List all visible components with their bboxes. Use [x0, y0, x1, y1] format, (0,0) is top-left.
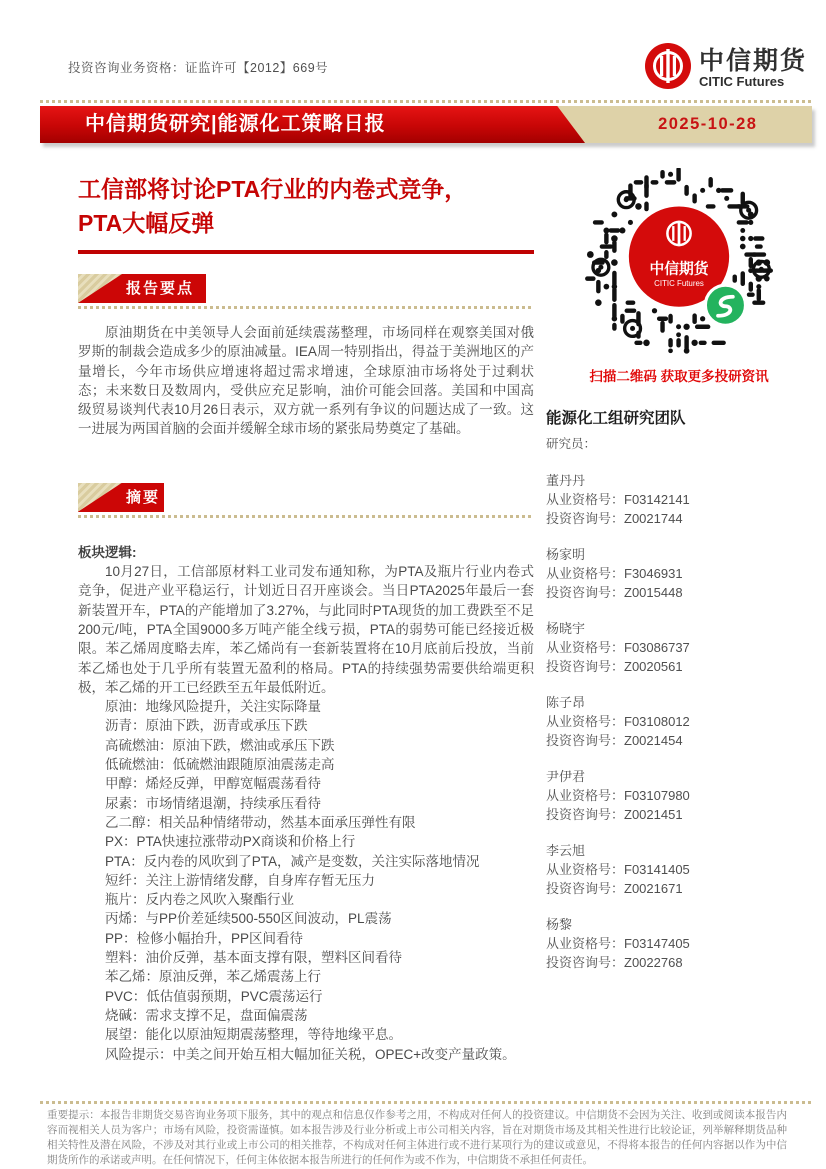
report-title	[78, 172, 534, 240]
list-item: 瓶片：反内卷之风吹入聚酯行业	[105, 892, 294, 908]
badge-corner-decoration	[78, 483, 122, 512]
wechat-icon	[705, 285, 745, 325]
researcher-name: 尹伊君	[546, 769, 586, 784]
researcher-card	[546, 841, 812, 898]
list-item: 乙二醇：相关品种情绪带动，然基本面承压弹性有限	[105, 814, 416, 830]
researcher-card	[546, 915, 812, 972]
commodity-outlook-list	[105, 697, 534, 1064]
researcher-name: 李云旭	[546, 843, 586, 858]
researcher-qualification: 从业资格号：F03147405	[546, 936, 690, 951]
list-item: PVC：低估值弱预期，PVC震荡运行	[105, 988, 323, 1004]
researcher-label: 研究员：	[546, 437, 597, 451]
researcher-qualification: 从业资格号：F3046931	[546, 566, 683, 581]
report-date: 2025-10-28	[658, 115, 758, 133]
list-item: 展望：能化以原油短期震荡整理，等待地缘平息。	[105, 1027, 402, 1043]
summary-badge-label: 摘要	[126, 488, 161, 506]
researcher-card	[546, 471, 812, 528]
researcher-qualification: 从业资格号：F03108012	[546, 714, 690, 729]
qr-caption: 扫描二维码 获取更多投研资讯	[589, 369, 769, 384]
logo-text	[699, 48, 807, 89]
list-item: 短纤：关注上游情绪发酵，自身库存暂无压力	[105, 872, 375, 888]
team-title: 能源化工组研究团队	[546, 410, 686, 427]
list-item: PTA：反内卷的风吹到了PTA，减产是变数，关注实际落地情况	[105, 853, 480, 869]
researcher-name: 杨晓宇	[546, 621, 586, 636]
researcher-card	[546, 767, 812, 824]
summary-badge	[78, 483, 164, 512]
researcher-qualification: 从业资格号：F03107980	[546, 788, 690, 803]
logic-section-label: 板块逻辑:	[78, 544, 137, 560]
qr-logo-cn: 中信期货	[649, 261, 709, 278]
footer-dotted-divider	[40, 1101, 812, 1104]
list-item: 丙烯：与PP价差延续500-550区间波动，PL震荡	[105, 911, 392, 927]
report-title-line2: PTA大幅反弹	[78, 210, 215, 236]
list-item: 高硫燃油：原油下跌，燃油或承压下跌	[105, 737, 335, 753]
researcher-name: 陈子昂	[546, 695, 586, 710]
researcher-card	[546, 545, 812, 602]
list-item: PX：PTA快速拉涨带动PX商谈和价格上行	[105, 834, 356, 850]
main-column	[78, 172, 534, 1064]
researcher-card	[546, 693, 812, 750]
title-rule	[78, 250, 534, 254]
researcher-qualification: 从业资格号：F03141405	[546, 862, 690, 877]
disclaimer-text: 重要提示：本报告非期货交易咨询业务项下服务，其中的观点和信息仅作参考之用，不构成对任何人的投资建议。中信期货不会因为关注、收到或阅读本报告内容而视相关人员为客户；市场有风险，投资需谨慎。如本报告涉及行业分析或上市公司相关内容，旨在对期货市场及其相关性进行比较论证，列举解释期货品种相关特性及潜在风险，不涉及对其行业或上市公司的相关推荐，不构成对任何主体进行或不进行某项行为的建议或意见，不得将本报告的任何内容据以作为中信期货所作的承诺或声明。在任何情况下，任何主体依据本报告所进行的任何作为或不作为，中信期货不承担任何责任。	[47, 1109, 787, 1166]
list-item: 尿素：市场情绪退潮，持续承压看待	[105, 795, 321, 811]
researcher-name: 杨黎	[546, 917, 573, 932]
researcher-advisory: 投资咨询号：Z0021744	[546, 511, 683, 526]
company-logo	[644, 42, 807, 95]
highlights-paragraph: 原油期货在中美领导人会面前延续震荡整理，市场同样在观察美国对俄罗斯的制裁会造成多少的原油减量。IEA周一特别指出，得益于美洲地区的产量增长，今年市场供应增速将超过需求增速，全球原油市场将处于过剩状态；未来数日及数周内，受供应充足影响，油价可能会回落。美国和中国高级贸易谈判代表10月26日表示，双方就一系列有争议的问题达成了一致。这一进展为两国首脑的会面并缓解全球市场的紧张局势奠定了基础。	[78, 325, 534, 437]
list-item: 原油：地缘风险提升，关注实际降量	[105, 699, 321, 715]
highlights-badge	[78, 274, 206, 303]
top-dotted-divider	[40, 100, 812, 103]
list-item: 甲醇：烯烃反弹，甲醇宽幅震荡看待	[105, 776, 321, 792]
researcher-advisory: 投资咨询号：Z0022768	[546, 955, 683, 970]
logo-cn: 中信期货	[699, 47, 808, 75]
researcher-qualification: 从业资格号：F03086737	[546, 640, 690, 655]
highlights-badge-label: 报告要点	[126, 280, 195, 297]
summary-dotted-divider	[78, 515, 534, 518]
report-title-line1: 工信部将讨论PTA行业的内卷式竞争，	[78, 176, 468, 202]
researcher-qualification: 从业资格号：F03142141	[546, 492, 690, 507]
researcher-advisory: 投资咨询号：Z0021451	[546, 807, 683, 822]
researcher-advisory: 投资咨询号：Z0020561	[546, 659, 683, 674]
list-item: 风险提示：中美之间开始互相大幅加征关税，OPEC+改变产量政策。	[105, 1046, 516, 1062]
researcher-name: 杨家明	[546, 547, 586, 562]
logic-paragraph: 10月27日，工信部原材料工业司发布通知称，为PTA及瓶片行业内卷式竞争，促进产业平稳运行，计划近日召开座谈会。当日PTA2025年最后一套新装置开车，PTA的产能增加了3.27%，与此同时PTA现货的加工费跌至不足200元/吨，PTA全国9000多万吨产能全线亏损，PTA的弱势可能已经接近极限。苯乙烯周度略去库，苯乙烯尚有一套新装置将在10月底前后投放，当前苯乙烯也处于几乎所有装置无盈利的格局。PTA的持续强势需要供给端更积极，苯乙烯的开工已经跌至五年最低附近。	[78, 564, 534, 695]
list-item: 烧碱：需求支撑不足，盘面偏震荡	[105, 1007, 308, 1023]
badge-corner-decoration	[78, 274, 122, 303]
researcher-advisory: 投资咨询号：Z0021671	[546, 881, 683, 896]
qr-code	[584, 168, 774, 363]
list-item: 塑料：油价反弹，基本面支撑有限，塑料区间看待	[105, 950, 402, 966]
banner-title: 中信期货研究|能源化工策略日报	[85, 113, 386, 135]
qualification-text: 投资咨询业务资格：证监许可【2012】669号	[68, 61, 329, 75]
sidebar-column	[546, 168, 812, 972]
researcher-advisory: 投资咨询号：Z0021454	[546, 733, 683, 748]
qr-logo-en: CITIC Futures	[654, 279, 704, 289]
researcher-name: 董丹丹	[546, 473, 586, 488]
logo-en: CITIC Futures	[699, 74, 785, 89]
researcher-card	[546, 619, 812, 676]
citic-emblem-icon	[644, 42, 692, 95]
highlights-dotted-divider	[78, 306, 534, 309]
list-item: 苯乙烯：原油反弹，苯乙烯震荡上行	[105, 969, 321, 985]
list-item: PP：检修小幅抬升，PP区间看待	[105, 930, 304, 946]
list-item: 沥青：原油下跌，沥青或承压下跌	[105, 718, 308, 734]
list-item: 低硫燃油：低硫燃油跟随原油震荡走高	[105, 757, 335, 773]
report-banner	[40, 106, 812, 143]
researcher-advisory: 投资咨询号：Z0015448	[546, 585, 683, 600]
